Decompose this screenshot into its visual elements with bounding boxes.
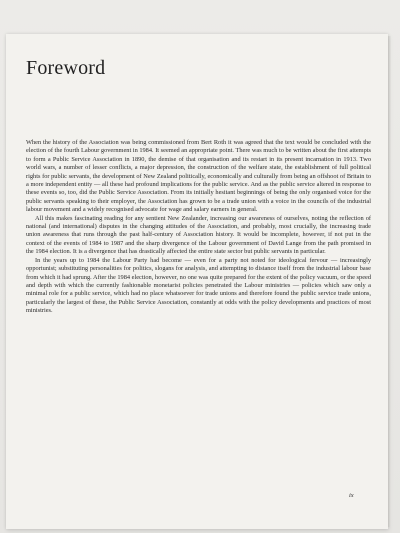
- page-title: Foreword: [26, 57, 106, 79]
- page-edge: [388, 36, 391, 527]
- paragraph: In the years up to 1984 the Labour Party had become — even for a party not noted for ideological fervour — increasingly opportunist; substituting personalities for politics, slogans for analysis, and attempting to distance itself from the industrial labour base from which it had sprung. After the 1984 election, however, no one was quite prepared for the extent of the policy vacuum, or the speed and depth with which the currently fashionable monetarist policies penetrated the Labour ministries — policies which saw only a minimal role for a public service, which had no place whatsoever for trade unions and therefore found the public service trade unions, particularly the largest of these, the Public Service Association, constantly at odds with the policy developments and practices of most ministries.: [26, 256, 371, 315]
- paragraph: All this makes fascinating reading for any sentient New Zealander, increasing our awareness of ourselves, noting the reflection of national (and international) disputes in the changing attitudes of the Association, and probably, most crucially, the increasing trade union awareness that runs through the past half-century of Association history. It would be incomplete, however, if not put in the context of the events of 1984 to 1987 and the sharp divergence of the Labour government of David Lange from the path promised in the 1984 election. It is a divergence that has drastically affected the entire state sector but public servants in particular.: [26, 214, 371, 256]
- body-text: [26, 139, 371, 316]
- paragraph: When the history of the Association was being commissioned from Bert Roth it was agreed that the text would be concluded with the election of the fourth Labour government in 1984. It seemed an appropriate point. There was much to be written about the first attempts to form a Public Service Association in 1890, the demise of that organisation and its restart in its present incarnation in 1913. Two world wars, a number of lesser conflicts, a major depression, the construction of the welfare state, the establishment of full political rights for public servants, the development of New Zealand politically, economically and culturally from being an offshoot of Britain to a more independent entity — all these had profound implications for the public service. And as the public service altered in response to these events so, too, did the Public Service Association. From its initially hesitant beginnings of being the only organised voice for the public servants speaking to their employer, the Association has grown to be a trade union with a voice in the councils of the industrial labour movement and a widely recognised advocate for wage and salary earners in general.: [26, 139, 371, 214]
- page-number: ix: [349, 492, 354, 499]
